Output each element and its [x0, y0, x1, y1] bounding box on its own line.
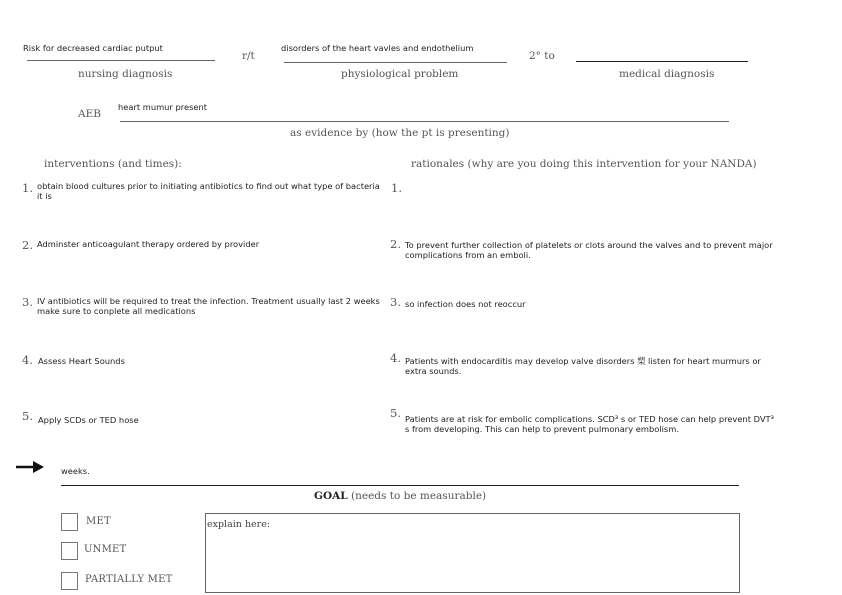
rationale-text[interactable]: Patients with endocarditis may develop valve disorders 槊 listen for heart murmurs or extra sounds.: [405, 356, 761, 376]
unmet-label: UNMET: [84, 544, 127, 555]
intervention-number: 5.: [22, 409, 33, 423]
rationale-text[interactable]: so infection does not reoccur: [405, 299, 526, 309]
physiological-problem-value[interactable]: disorders of the heart vavles and endothelium: [281, 43, 474, 53]
met-label: MET: [86, 516, 111, 527]
intervention-number: 3.: [22, 295, 33, 309]
physiological-problem-label: physiological problem: [341, 68, 459, 80]
nursing-diagnosis-label: nursing diagnosis: [78, 68, 173, 80]
intervention-text[interactable]: Assess Heart Sounds: [38, 356, 125, 366]
physiological-problem-line: [284, 62, 507, 63]
partially-met-label: PARTIALLY MET: [85, 574, 173, 585]
aeb-value[interactable]: heart mumur present: [118, 102, 208, 112]
interventions-heading: interventions (and times):: [44, 158, 182, 170]
aeb-label: as evidence by (how the pt is presenting): [290, 127, 510, 139]
met-checkbox[interactable]: [61, 513, 78, 531]
intervention-text[interactable]: Adminster anticoagulant therapy ordered by provider: [37, 239, 260, 249]
right-arrow-icon: [15, 460, 45, 474]
nursing-diagnosis-line: [27, 60, 215, 61]
medical-diagnosis-label: medical diagnosis: [619, 68, 715, 80]
rationale-text[interactable]: Patients are at risk for embolic complications. SCD³ s or TED hose can help prevent DVT³ s from developing. This can help to prevent pulmonary embolism.: [405, 414, 774, 434]
rationale-text[interactable]: To prevent further collection of platelets or clots around the valves and to prevent major complications from an emboli.: [405, 240, 773, 260]
goal-label-bold: GOAL: [314, 490, 348, 502]
intervention-text[interactable]: Apply SCDs or TED hose: [38, 415, 139, 425]
goal-line: [61, 485, 739, 486]
partially-met-checkbox[interactable]: [61, 572, 78, 590]
aeb-line: [120, 121, 729, 122]
rationale-number: 1.: [391, 181, 402, 195]
rationale-number: 3.: [390, 295, 401, 309]
explain-label: explain here:: [207, 519, 271, 530]
intervention-number: 4.: [22, 353, 33, 367]
rationales-heading: rationales (why are you doing this intervention for your NANDA): [411, 158, 757, 170]
rt-connector: r/t: [242, 50, 255, 62]
rationale-number: 2.: [390, 237, 401, 251]
secondary-connector: 2° to: [529, 50, 555, 62]
rationale-number: 5.: [390, 406, 401, 420]
goal-label-rest: (needs to be measurable): [347, 490, 487, 502]
explain-textbox[interactable]: [205, 513, 740, 593]
goal-value[interactable]: weeks.: [61, 466, 90, 476]
goal-label: [314, 490, 486, 502]
intervention-number: 2.: [22, 238, 33, 252]
intervention-number: 1.: [22, 181, 33, 195]
unmet-checkbox[interactable]: [61, 542, 78, 560]
rationale-number: 4.: [390, 351, 401, 365]
nursing-diagnosis-value[interactable]: Risk for decreased cardiac putput: [23, 43, 163, 53]
medical-diagnosis-line: [576, 61, 748, 62]
intervention-text[interactable]: IV antibiotics will be required to treat the infection. Treatment usually last 2 weeks make sure to conplete all medications: [37, 296, 380, 316]
intervention-text[interactable]: obtain blood cultures prior to initiating antibiotics to find out what type of bacteria it is: [37, 181, 380, 201]
aeb-prefix: AEB: [78, 108, 101, 120]
